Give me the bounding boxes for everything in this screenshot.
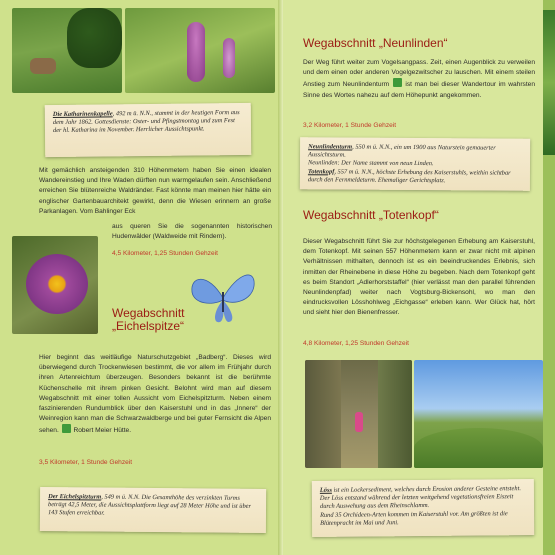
- loess-note: [312, 479, 534, 537]
- intro-distance: 4,5 Kilometer, 1,25 Stunden Gehzeit: [112, 250, 218, 257]
- neunlinden-text-continued: ist man bei dieser Wandertour im wahrsten Sinne des Wortes nahezu auf dem Höhepunkt angekommen.: [303, 81, 535, 99]
- eichelspitze-paragraph: [39, 353, 271, 437]
- totenkopf-distance: 4,8 Kilometer, 1,25 Stunden Gehzeit: [303, 340, 409, 347]
- orchid-flower-small: [223, 38, 235, 78]
- grazing-animal-shape: [30, 58, 56, 74]
- eichelspitze-distance: 3,5 Kilometer, 1 Stunde Gehzeit: [39, 459, 133, 466]
- eichelspitze-text-hut: Robert Meier Hütte.: [73, 427, 132, 435]
- intro-paragraph: Mit gemächlich ansteigenden 310 Höhenmetern haben Sie einen idealen Wandereinstieg und Ihre Waden dürften nun warmgelaufen sein. Anschließend erreichen Sie blütenreiche Waldränder. Fast könnte man meinen hier hätte ein englischer Gartenbauarchitekt gewirkt, denn die Wiesen erinnern an große Parkanlagen. Vom Bahlinger Eck: [39, 167, 271, 215]
- hut-icon: [62, 424, 71, 433]
- eichelspitze-heading-line2: „Eichelspitze“: [112, 319, 185, 333]
- butterfly-illustration: [188, 262, 258, 328]
- orchid-photo: [125, 8, 275, 93]
- neunlinden-distance: 3,2 Kilometer, 1 Stunde Gehzeit: [303, 122, 397, 129]
- pasque-flower-photo: [12, 236, 98, 334]
- vineyard-landscape-photo: [414, 360, 543, 468]
- edge-photo: [543, 10, 555, 155]
- neunlinden-heading: Wegabschnitt „Neunlinden“: [303, 36, 448, 50]
- hiker-figure: [355, 412, 363, 432]
- note-bold-label: Der Eichelspitzturm: [48, 493, 102, 501]
- loess-wall-left: [305, 360, 341, 468]
- note-bold-label: Neunlindenturm: [308, 143, 353, 151]
- loess-wall-right: [378, 360, 412, 468]
- eichelspitze-heading-line1: Wegabschnitt: [112, 306, 185, 320]
- vineyard-hill: [414, 428, 543, 468]
- hollow-way-photo: [305, 360, 412, 468]
- totenkopf-paragraph: Dieser Wegabschnitt führt Sie zur höchstgelegenen Erhebung am Kaiserstuhl, dem Totenkopf. Mit seinen 557 Höhenmetern kann er zwar nicht mit alpinen Verhältnissen mithalten, dennoch ist es ein beeindruckendes Erlebnis, sich inmitten der Rheinebene in diese Höhe zu begeben. Nach dem Totenkopf geht es beim Standort „Adlerhorststaffel“ (hier verlässt man den parallel führenden Neunlindenpfad) weiter nach Vogtsburg-Bickensohl, wo man den eindrucksvollen Lösshohlweg „Eichgasse“ erleben kann. Wer Glück hat, hört und sieht hier den Bienenfresser.: [303, 238, 535, 317]
- eichelspitzturm-note: [40, 487, 266, 533]
- note-text: , 492 m ü. N.N., stammt in der heutigen Form aus dem Jahr 1862. Gottesdienste: Oster- und Pfingstmontag und zum Fest der hl. Katharina im November. Herrlicher Aussichtspunkt.: [52, 109, 240, 135]
- note-text-line2: Neunlinden: Der Name stammt von neun Linden.: [307, 159, 434, 168]
- pasque-flower: [26, 254, 88, 314]
- katharinenkapelle-note: [45, 103, 252, 157]
- neunlinden-note: [300, 137, 530, 191]
- note-text-line2: Rund 35 Orchideen-Arten kommen im Kaiserstuhl vor. Am größten ist die Blütenpracht im Mai und Juni.: [320, 509, 508, 527]
- intro-paragraph-continued: aus queren Sie die sogenannten historischen Hudenwälder (Waldweide mit Rindern).: [112, 223, 272, 241]
- eichelspitze-text: Hier beginnt das weitläufige Naturschutzgebiet „Badberg“. Dieses wird überwiegend durch Trockenwiesen bestimmt, die vor allem im Frühjahr durch ihren Artenreichtum überzeugen. Besonders bekannt ist die berühmte Küchenschelle mit ihrem pinken Gesicht. Belohnt wird man auf diesem Wegabschnitt mit einer tollen Aussicht vom Eichelspitzturm. Neben einem faszinierenden Rundumblick über den Kaiserstuhl und in das „Innere“ der Weinregion kann man die Schwarzwaldberge und bei guter Fernsicht die Alpen sehen.: [39, 354, 271, 435]
- note-text: , 549 m ü. N.N. Die Gesamthöhe des verzinkten Turms beträgt 42,5 Meter, die Aussichtsplattform liegt auf 28 Meter Höhe und ist über 143 Stufen erreichbar.: [47, 493, 252, 517]
- tower-icon: [393, 78, 402, 87]
- note-text: , 557 m ü. N.N., höchste Erhebung des Kaiserstuhls, weithin sichtbar durch den Fernmeldeturm. Ehemaliger Gerichtsplatz.: [307, 168, 511, 185]
- meadow-photo: [12, 8, 122, 93]
- page-edge-strip: [543, 0, 555, 555]
- note-text: , 550 m ü. N.N., ein um 1900 aus Naturstein gemauerter Aussichtsturm.: [308, 143, 496, 159]
- orchid-flower: [187, 22, 205, 82]
- neunlinden-paragraph: [303, 58, 535, 101]
- totenkopf-heading: Wegabschnitt „Totenkopf“: [303, 208, 439, 222]
- note-text: ist ein Lockersediment, welches durch Erosion anderer Gesteine entsteht. Der Löss entstand während der letzten weitgehend vegetationsfreien Eiszeit durch Auswehung aus dem Rheinschlamm.: [319, 485, 521, 511]
- note-bold-label: Die Katharinenkapelle: [52, 110, 113, 118]
- note-bold-label: Löss: [319, 486, 332, 494]
- eichelspitze-heading: [112, 307, 185, 333]
- note-bold-label: Totenkopf: [307, 167, 335, 176]
- neunlinden-text: Der Weg führt weiter zum Vogelsangpass. Zeit, einen Augenblick zu verweilen und dem einen oder anderen Vogelgezwitscher zu lauschen. Mit einem steilen Anstieg zum Neunlindenturm: [303, 59, 535, 89]
- tree-shape: [67, 8, 122, 68]
